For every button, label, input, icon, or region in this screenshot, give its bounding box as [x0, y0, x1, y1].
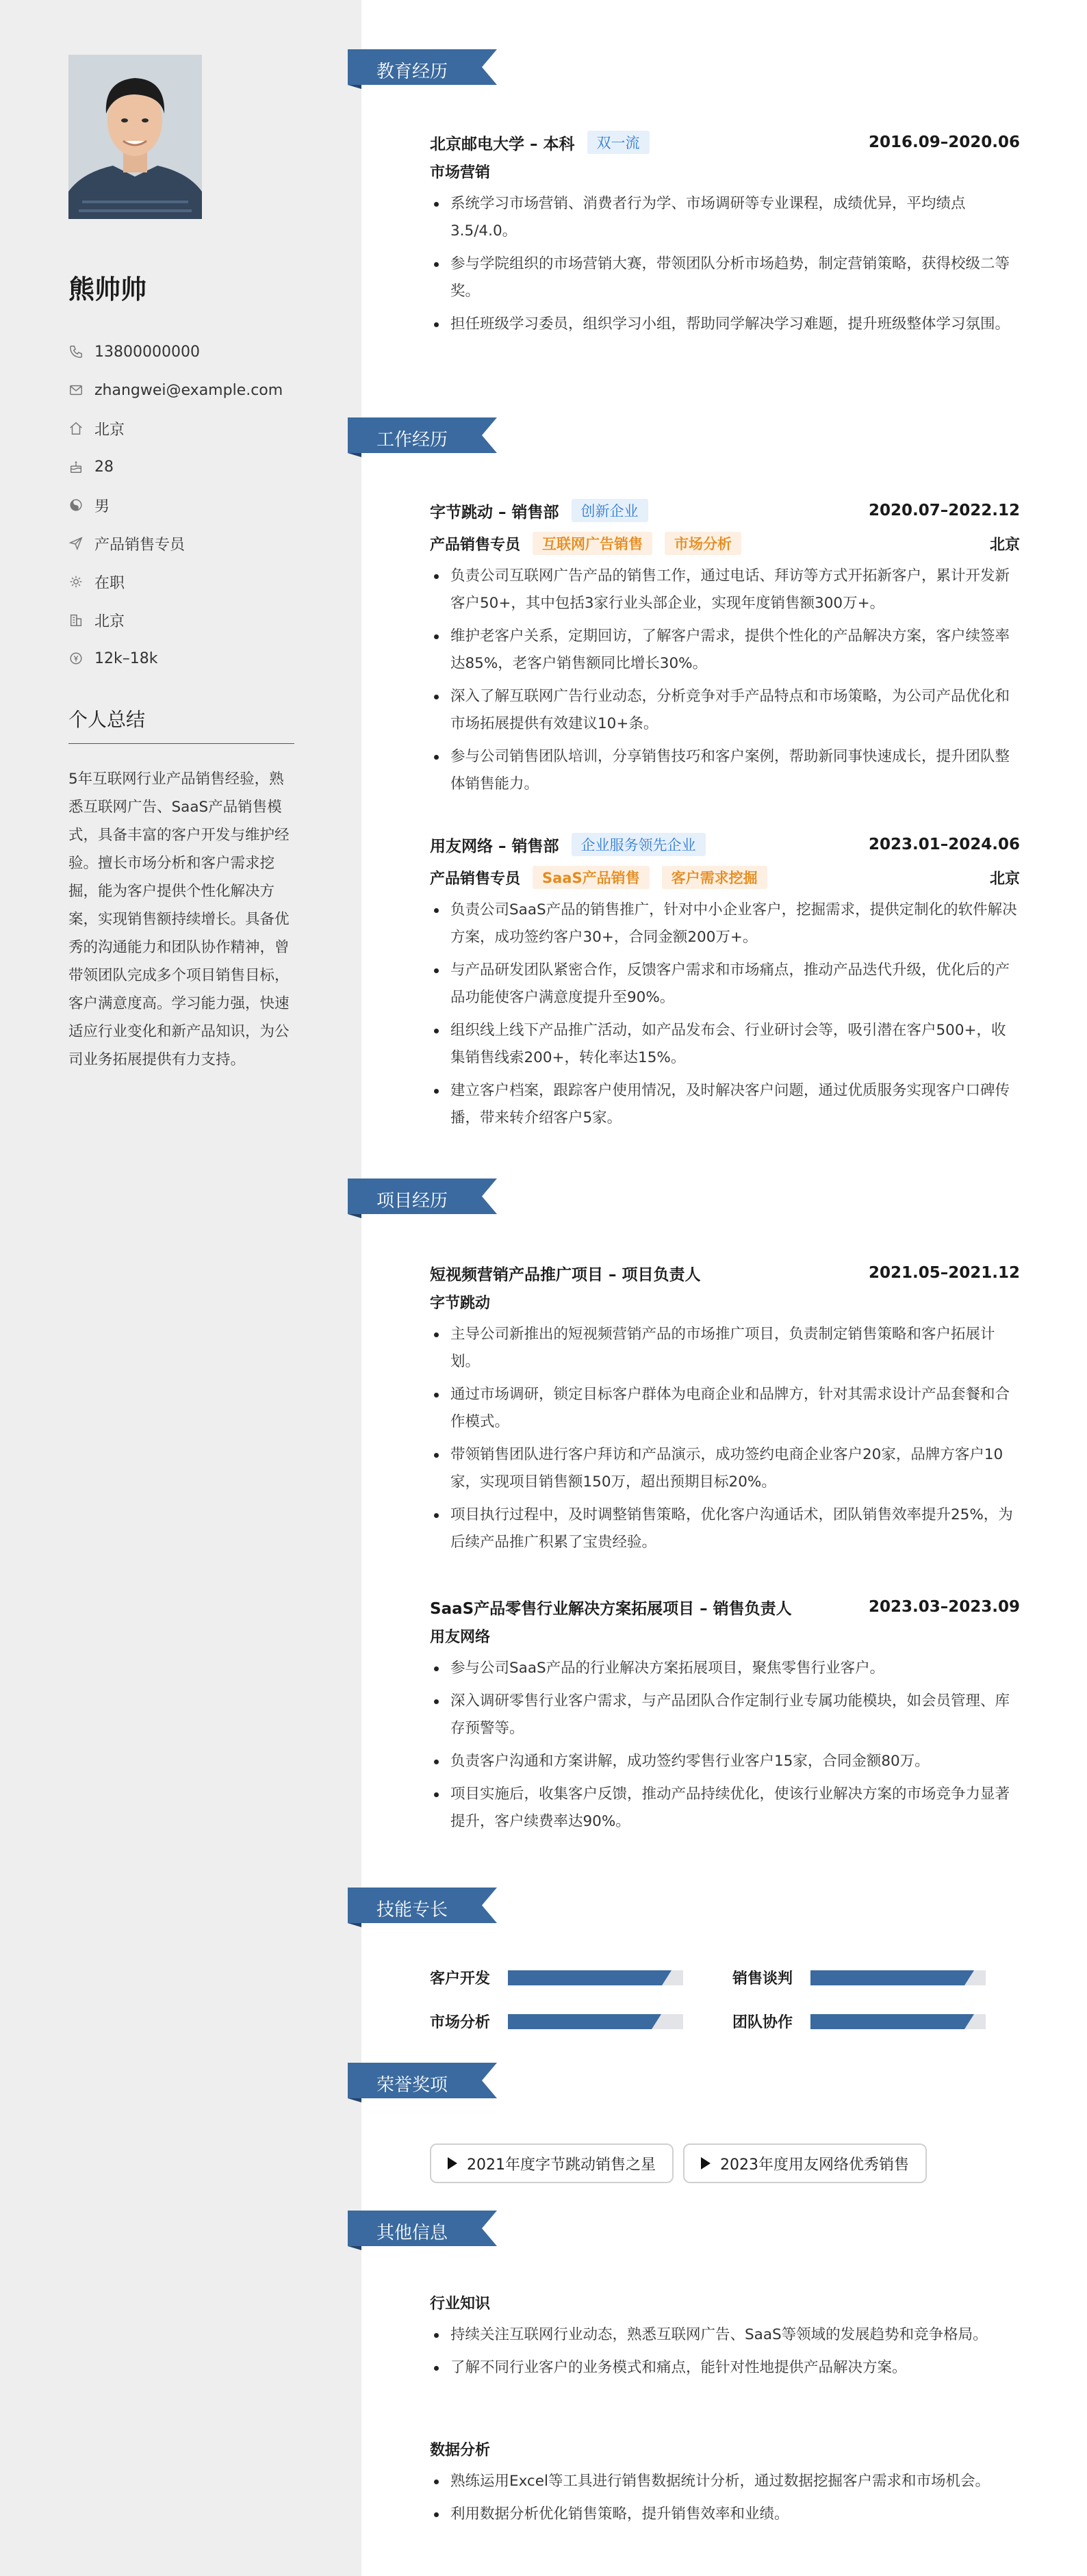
list-item: 主导公司新推出的短视频营销产品的市场推广项目，负责制定销售策略和客户拓展计划。: [430, 1321, 1020, 1376]
section-header-education: [348, 49, 498, 89]
play-icon: [448, 2157, 457, 2169]
project-entry-2: [430, 1593, 1020, 1841]
work-bullets: [430, 563, 1020, 798]
summary-text: 5年互联网行业产品销售经验，熟悉互联网广告、SaaS产品销售模式，具备丰富的客户开发与维护经验。擅长市场分析和客户需求挖掘，能为客户提供个性化解决方案，实现销售额持续增长。具备优秀的沟通能力和团队协作精神，曾带领团队完成多个项目销售目标，客户满意度高。学习能力强，快速适应行业变化和新产品知识，为公司业务拓展提供有力支持。: [68, 771, 290, 1068]
section-title-skills: 技能专长: [376, 1900, 448, 1920]
skill-item: [430, 1967, 683, 1988]
gear-icon: [68, 574, 84, 589]
info-job-target: [68, 524, 294, 563]
skill-item: [430, 2011, 683, 2032]
honor-text: 2023年度用友网络优秀销售: [720, 2156, 909, 2174]
list-item: 项目实施后，收集客户反馈，推动产品持续优化，使该行业解决方案的市场竞争力显著提升，客户续费率达90%。: [430, 1781, 1020, 1836]
work-role-tag: 客户需求挖掘: [662, 866, 767, 889]
info-salary: [68, 639, 294, 678]
project-name: SaaS产品零售行业解决方案拓展项目 – 销售负责人: [430, 1599, 792, 1618]
work-bullets: [430, 897, 1020, 1132]
list-item: 了解不同行业客户的业务模式和痛点，能针对性地提供产品解决方案。: [430, 2354, 1020, 2382]
info-status: [68, 563, 294, 601]
list-item: 负责公司互联网广告产品的销售工作，通过电话、拜访等方式开拓新客户，累计开发新客户50+，其中包括3家行业头部企业，实现年度销售额300万+。: [430, 563, 1020, 617]
building-icon: [68, 613, 84, 628]
other-block-1: [430, 2287, 1020, 2387]
work-role: 产品销售专员: [430, 536, 521, 554]
list-item: 通过市场调研，锁定目标客户群体为电商企业和品牌方，针对其需求设计产品套餐和合作模式。: [430, 1381, 1020, 1436]
work-city: 北京: [989, 536, 1020, 554]
list-item: 负责公司SaaS产品的销售推广，针对中小企业客户，挖掘需求，提供定制化的软件解决方案，成功签约客户30+，合同金额200万+。: [430, 897, 1020, 951]
work-role-line: [430, 524, 1020, 563]
section-title-other: 其他信息: [376, 2223, 448, 2243]
project-date: 2021.05–2021.12: [868, 1264, 1020, 1282]
work-role-tag: 市场分析: [665, 532, 741, 555]
other-block-2: [430, 2434, 1020, 2534]
work-entry-1: [430, 497, 1020, 803]
send-icon: [68, 536, 84, 551]
profile-name: 熊帅帅: [68, 274, 147, 305]
section-title-work: 工作经历: [376, 430, 448, 450]
other-bullets: [430, 2468, 1020, 2528]
education-head: [430, 129, 1020, 156]
list-item: 熟练运用Excel等工具进行销售数据统计分析，通过数据挖掘客户需求和市场机会。: [430, 2468, 1020, 2495]
work-entry-2: [430, 831, 1020, 1137]
skill-bar: [810, 2014, 986, 2029]
honor-text: 2021年度字节跳动销售之星: [467, 2156, 656, 2174]
sidebar: [0, 0, 361, 2576]
project-date: 2023.03–2023.09: [868, 1598, 1020, 1616]
project-bullets: [430, 1655, 1020, 1836]
contact-info-list: [68, 333, 294, 678]
work-role-line: [430, 858, 1020, 897]
work-company: 字节跳动 – 销售部: [430, 503, 559, 521]
cake-icon: [68, 459, 84, 474]
list-item: 负责客户沟通和方案讲解，成功签约零售行业客户15家，合同金额80万。: [430, 1748, 1020, 1775]
honor-badge: [683, 2143, 927, 2183]
work-company-line: [430, 499, 648, 522]
list-item: 组织线上线下产品推广活动，如产品发布会、行业研讨会等，吸引潜在客户500+，收集销售线索200+，转化率达15%。: [430, 1017, 1020, 1072]
education-entry: [430, 129, 1020, 344]
education-tag: 双一流: [587, 131, 650, 154]
list-item: 持续关注互联网行业动态，熟悉互联网广告、SaaS等领域的发展趋势和竞争格局。: [430, 2321, 1020, 2349]
section-header-project: [348, 1178, 498, 1218]
project-entry-1: [430, 1259, 1020, 1562]
mail-icon: [68, 383, 84, 398]
salary-icon: [68, 651, 84, 666]
skill-bar-fill: [508, 2014, 652, 2029]
other-title: 数据分析: [430, 2442, 491, 2459]
section-title-honors: 荣誉奖项: [376, 2075, 448, 2096]
work-role-group: [430, 532, 741, 555]
info-city: [68, 409, 294, 448]
work-date: 2023.01–2024.06: [868, 836, 1020, 853]
skill-name: 客户开发: [430, 1970, 491, 1987]
education-date: 2016.09–2020.06: [868, 133, 1020, 151]
list-item: 项目执行过程中，及时调整销售策略，优化客户沟通话术，团队销售效率提升25%，为后续产品推广积累了宝贵经验。: [430, 1502, 1020, 1556]
phone-icon: [68, 344, 84, 359]
work-head: [430, 497, 1020, 524]
section-title-project: 项目经历: [376, 1191, 448, 1211]
info-work-city: [68, 601, 294, 639]
list-item: 参与公司SaaS产品的行业解决方案拓展项目，聚焦零售行业客户。: [430, 1655, 1020, 1682]
project-head: [430, 1259, 1020, 1287]
other-bullets: [430, 2321, 1020, 2382]
work-role-group: [430, 866, 767, 889]
avatar-photo: [68, 55, 202, 219]
avatar: [68, 55, 202, 219]
info-city-text: 北京: [94, 421, 125, 439]
work-city: 北京: [989, 870, 1020, 888]
list-item: 与产品研发团队紧密合作，反馈客户需求和市场痛点，推动产品迭代升级，优化后的产品功能使客户满意度提升至90%。: [430, 957, 1020, 1012]
project-org: 字节跳动: [430, 1295, 491, 1312]
skill-item: [732, 1967, 986, 1988]
education-school-line: [430, 131, 650, 154]
work-company-tag: 企业服务领先企业: [572, 833, 706, 856]
work-company-line: [430, 833, 706, 856]
info-phone: [68, 333, 294, 371]
section-header-work: [348, 417, 498, 457]
work-date: 2020.07–2022.12: [868, 502, 1020, 519]
info-gender: [68, 486, 294, 524]
skill-bar-fill: [508, 1970, 662, 1985]
skill-name: 团队协作: [732, 2014, 793, 2031]
info-status-text: 在职: [94, 574, 125, 592]
info-email: [68, 371, 294, 409]
education-bullets: [430, 190, 1020, 338]
list-item: 建立客户档案，跟踪客户使用情况，及时解决客户问题，通过优质服务实现客户口碑传播，带来转介绍客户5家。: [430, 1077, 1020, 1132]
skill-item: [732, 2011, 986, 2032]
section-header-honors: [348, 2063, 498, 2102]
work-role-tag: SaaS产品销售: [533, 866, 650, 889]
info-work-city-text: 北京: [94, 613, 125, 630]
project-bullets: [430, 1321, 1020, 1556]
info-age: [68, 448, 294, 486]
work-role-tag: 互联网广告销售: [533, 532, 652, 555]
summary-title: 个人总结: [68, 705, 294, 744]
project-org: 用友网络: [430, 1629, 491, 1646]
skill-bar: [810, 1970, 986, 1985]
section-title-education: 教育经历: [376, 62, 448, 82]
skill-name: 市场分析: [430, 2014, 491, 2031]
list-item: 系统学习市场营销、消费者行为学、市场调研等专业课程，成绩优异，平均绩点3.5/4.0。: [430, 190, 1020, 245]
info-email-text: zhangwei@example.com: [94, 381, 283, 399]
other-title: 行业知识: [430, 2295, 491, 2313]
list-item: 利用数据分析优化销售策略，提升销售效率和业绩。: [430, 2501, 1020, 2528]
project-head: [430, 1593, 1020, 1621]
section-header-skills: [348, 1888, 498, 1927]
list-item: 参与学院组织的市场营销大赛，带领团队分析市场趋势，制定营销策略，获得校级二等奖。: [430, 250, 1020, 305]
info-phone-text: 13800000000: [94, 343, 200, 361]
project-name: 短视频营销产品推广项目 – 项目负责人: [430, 1265, 701, 1284]
list-item: 深入调研零售行业客户需求，与产品团队合作定制行业专属功能模块，如会员管理、库存预警等。: [430, 1688, 1020, 1742]
list-item: 深入了解互联网广告行业动态，分析竞争对手产品特点和市场策略，为公司产品优化和市场拓展提供有效建议10+条。: [430, 683, 1020, 738]
education-major: 市场营销: [430, 164, 491, 181]
list-item: 带领销售团队进行客户拜访和产品演示，成功签约电商企业客户20家，品牌方客户10家，实现项目销售额150万，超出预期目标20%。: [430, 1441, 1020, 1496]
play-icon: [701, 2157, 711, 2169]
home-icon: [68, 421, 84, 436]
list-item: 维护老客户关系，定期回访，了解客户需求，提供个性化的产品解决方案，客户续签率达85%，老客户销售额同比增长30%。: [430, 623, 1020, 678]
work-company: 用友网络 – 销售部: [430, 837, 559, 855]
skill-bar: [508, 1970, 683, 1985]
gender-icon: [68, 498, 84, 513]
skill-bar-fill: [810, 1970, 964, 1985]
section-header-other: [348, 2211, 498, 2250]
work-company-tag: 创新企业: [572, 499, 648, 522]
info-salary-text: 12k–18k: [94, 649, 158, 667]
info-job-target-text: 产品销售专员: [94, 536, 186, 554]
list-item: 参与公司销售团队培训，分享销售技巧和客户案例，帮助新同事快速成长，提升团队整体销售能力。: [430, 743, 1020, 798]
list-item: 担任班级学习委员，组织学习小组，帮助同学解决学习难题，提升班级整体学习氛围。: [430, 311, 1020, 338]
honor-badge: [430, 2143, 674, 2183]
info-gender-text: 男: [94, 498, 110, 515]
work-role: 产品销售专员: [430, 870, 521, 888]
skill-bar: [508, 2014, 683, 2029]
work-head: [430, 831, 1020, 858]
honors-list: [430, 2143, 936, 2183]
education-school: 北京邮电大学 – 本科: [430, 135, 575, 153]
skill-bar-fill: [810, 2014, 964, 2029]
skill-name: 销售谈判: [732, 1970, 793, 1987]
info-age-text: 28: [94, 458, 114, 476]
